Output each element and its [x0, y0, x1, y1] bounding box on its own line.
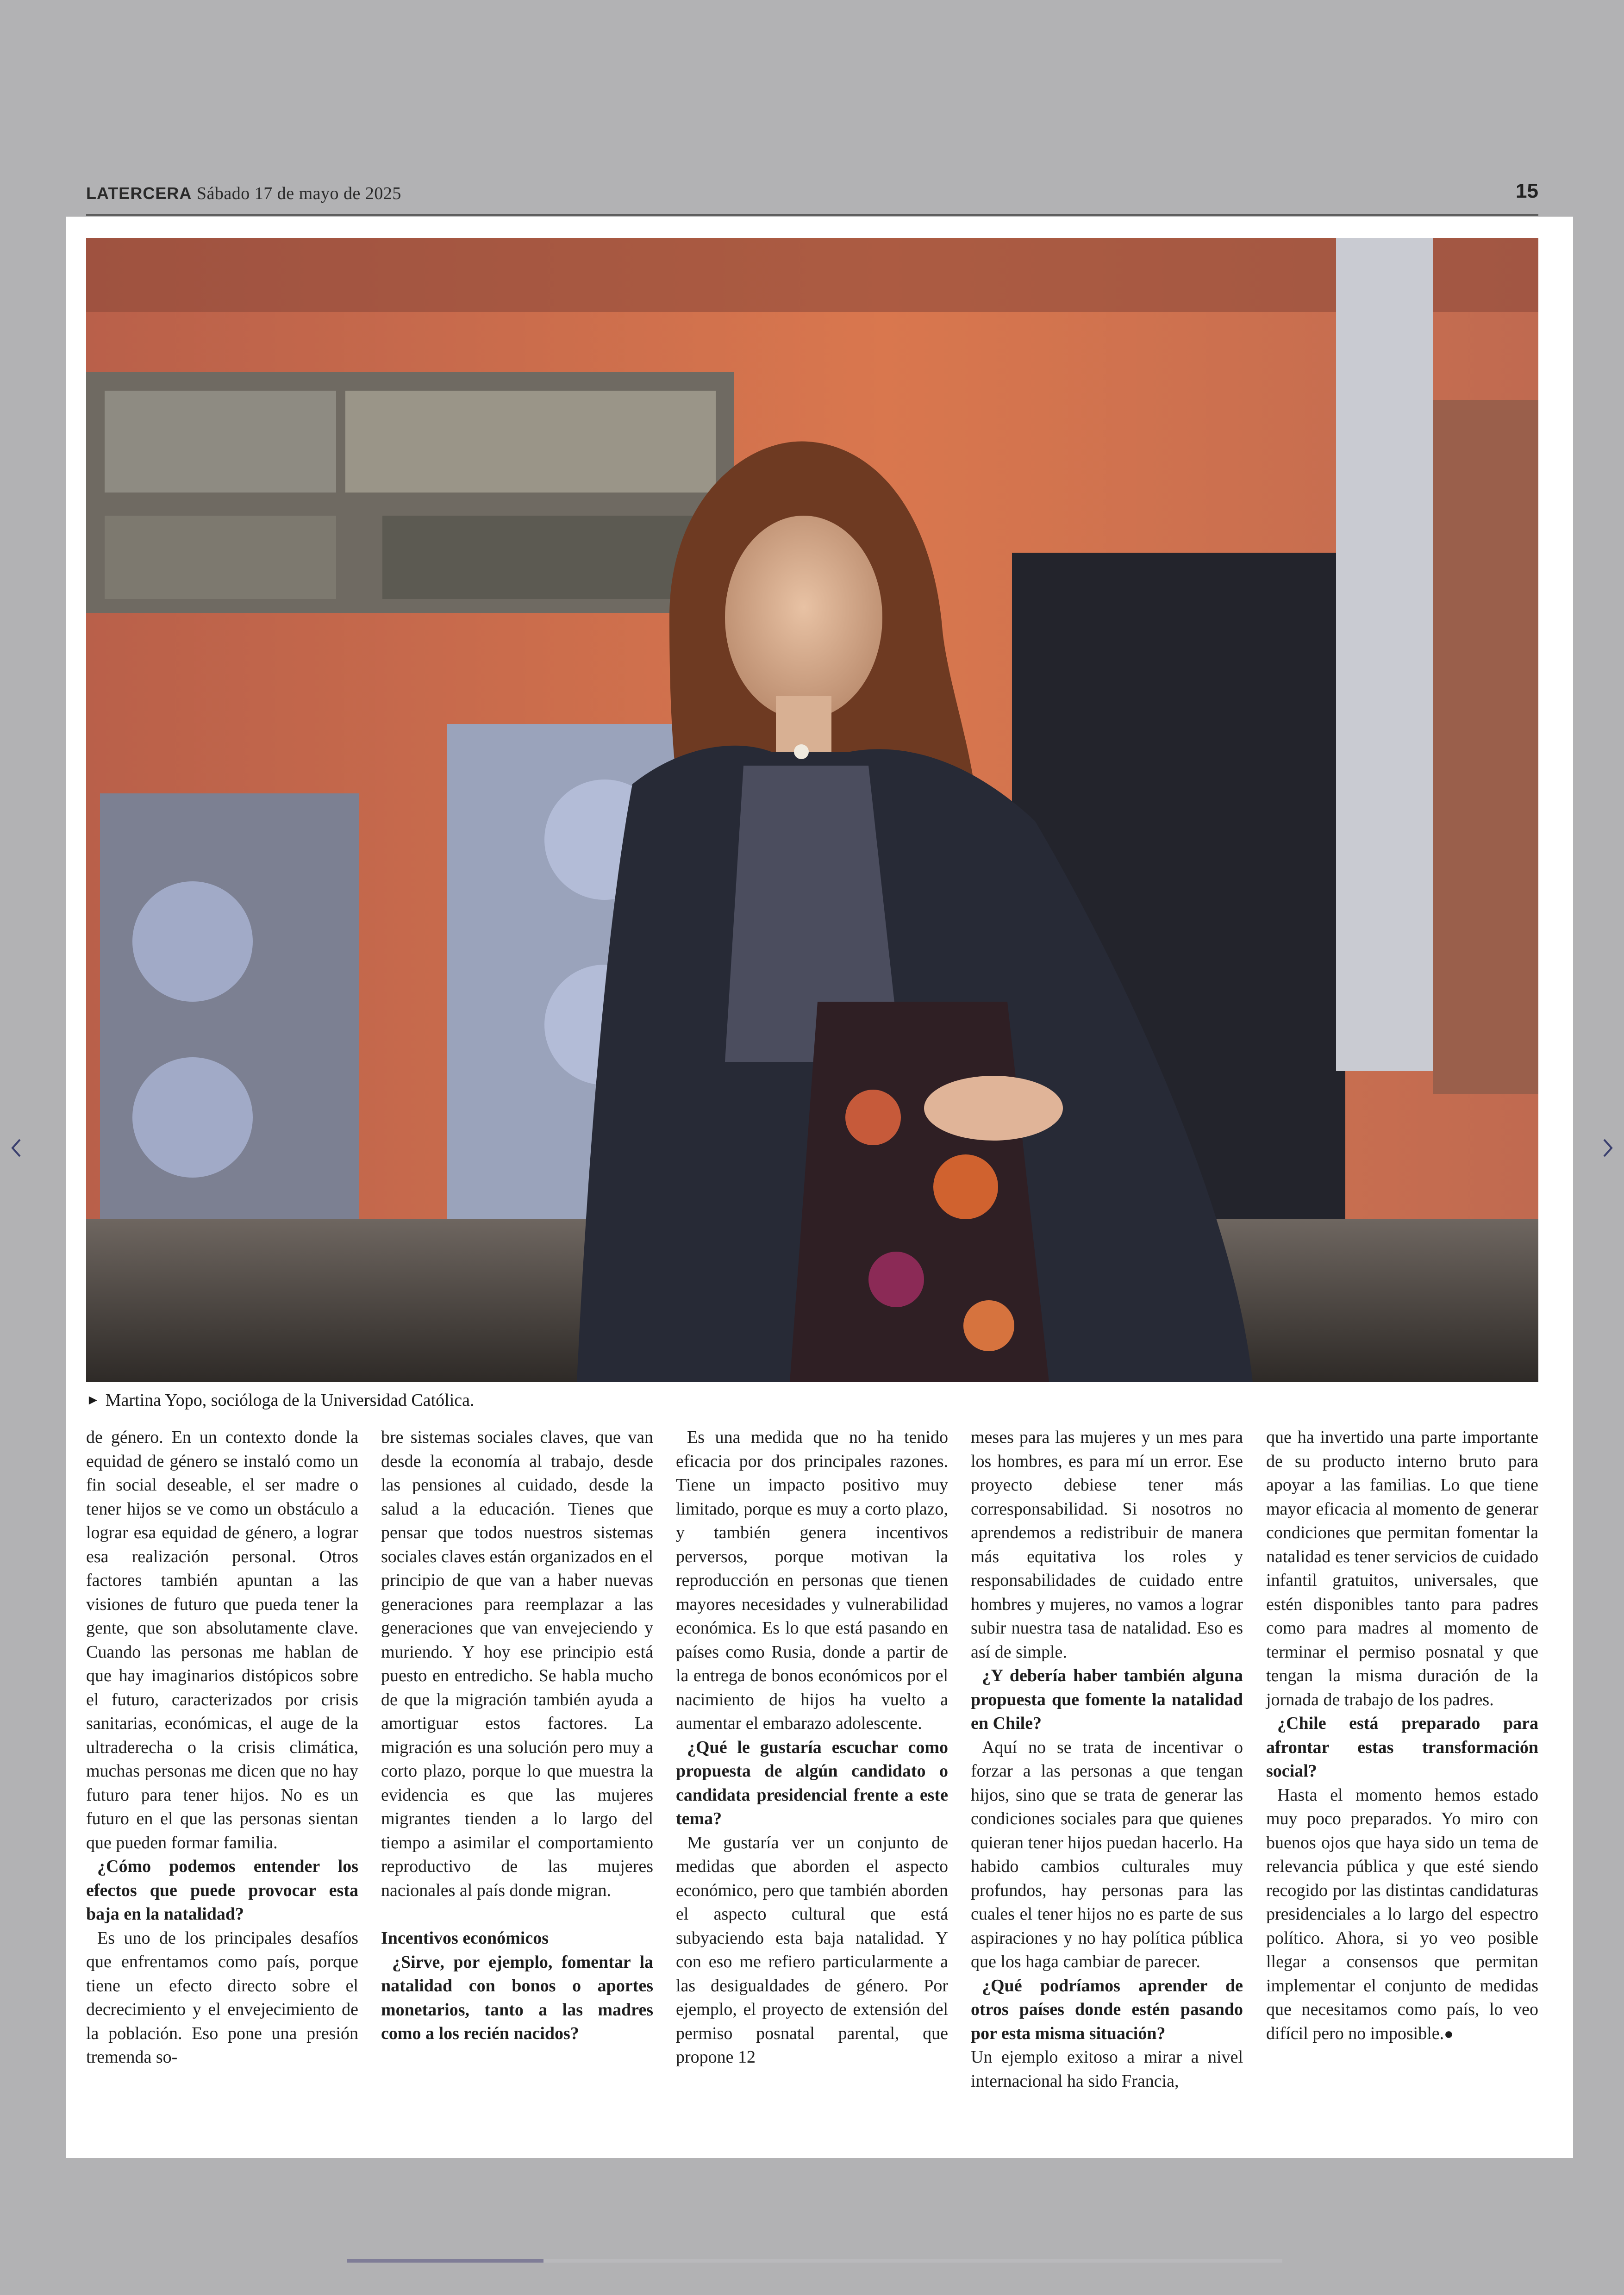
photo-caption — [86, 1389, 475, 1412]
page-progress-fill — [347, 2259, 543, 2263]
article-column-1 — [86, 1426, 358, 2120]
portrait-photo — [86, 238, 1538, 1382]
page-progress-bar[interactable] — [347, 2259, 1282, 2263]
page-number: 15 — [1516, 180, 1538, 202]
article-end-mark: ● — [1444, 2025, 1454, 2043]
article-column-2 — [381, 1426, 653, 2120]
next-page-button[interactable] — [1592, 1129, 1624, 1166]
article-paragraph: Me gustaría ver un conjunto de medidas que aborden el aspecto económico, pero que también aborden el aspecto cultural que está subyaciendo esta baja natalidad. Y con eso me refiero particularmente a las desigualdades de género. Por ejemplo, el proyecto de extensión del permiso posnatal parental, que propone 12 — [676, 1833, 948, 2067]
caption-text: Martina Yopo, socióloga de la Universidad Católica. — [105, 1391, 475, 1410]
article-column-3 — [676, 1426, 948, 2120]
newspaper-page[interactable] — [66, 217, 1573, 2158]
interview-question: ¿Qué podríamos aprender de otros países donde estén pasando por esta misma situación? — [971, 1976, 1243, 2043]
newspaper-brand: LATERCERA — [86, 184, 192, 203]
article-paragraph: Un ejemplo exitoso a mirar a nivel internacional ha sido Francia, — [971, 2047, 1243, 2091]
previous-page-button[interactable] — [0, 1129, 32, 1166]
article-paragraph: meses para las mujeres y un mes para los hombres, es para mí un error. Ese proyecto debiese tener más corresponsabilidad. Si nosotros no aprendemos a redistribuir de manera más equitativa los roles y responsabilidades de cuidado entre hombres y mujeres, no vamos a lograr subir nuestra tasa de natalidad. Eso es así de simple. — [971, 1428, 1243, 1662]
interview-question: ¿Y debería haber también alguna propuesta que fomente la natalidad en Chile? — [971, 1666, 1243, 1733]
interview-question: ¿Qué le gustaría escuchar como propuesta de algún candidato o candidata presidencial frente a este tema? — [676, 1737, 948, 1828]
caption-marker-icon: ► — [86, 1392, 100, 1408]
interview-question: ¿Cómo podemos entender los efectos que puede provocar esta baja en la natalidad? — [86, 1857, 358, 1924]
chevron-right-icon — [1599, 1134, 1617, 1162]
article-column-4 — [971, 1426, 1243, 2120]
article-column-5 — [1266, 1426, 1538, 2120]
section-subheading: Incentivos económicos — [381, 1928, 549, 1948]
masthead — [86, 183, 401, 204]
interview-question: ¿Sirve, por ejemplo, fomentar la natalidad con bonos o aportes monetarios, tanto a las madres como a los recién nacidos? — [381, 1952, 653, 2043]
article-paragraph: bre sistemas sociales claves, que van desde la economía al trabajo, desde las pensiones al cuidado, desde la salud a la educación. Tienes que pensar que todos nuestros sistemas sociales claves están organizados en el principio de que van a haber nuevas generaciones para reemplazar a las generaciones que van envejeciendo y muriendo. Y hoy ese principio está puesto en entredicho. Se habla mucho de que la migración también ayuda a amortiguar estos factores. La migración es una solución pero muy a corto plazo, porque lo que muestra la evidencia es que las mujeres migrantes tienden a lo largo del tiempo a asimilar el comportamiento reproductivo de las mujeres nacionales al país donde migran. — [381, 1428, 653, 1900]
article-body — [86, 1426, 1538, 2120]
article-paragraph: Hasta el momento hemos estado muy poco preparados. Yo miro con buenos ojos que haya sido un tema de relevancia pública y que esté siendo recogido por las distintas candidaturas presidenciales a lo largo del espectro político. Ahora, si yo veo posible llegar a consensos que permitan implementar el conjunto de medidas que necesitamos como país, lo veo difícil pero no imposible.● — [1266, 1785, 1538, 2043]
article-paragraph: Es uno de los principales desafíos que enfrentamos como país, porque tiene un efecto directo sobre el decrecimiento y el envejecimiento de la población. Eso pone una presión tremenda so- — [86, 1928, 358, 2067]
issue-date: Sábado 17 de mayo de 2025 — [196, 184, 401, 203]
article-paragraph: Es una medida que no ha tenido eficacia por dos principales razones. Tiene un impacto positivo muy limitado, porque es muy a corto plazo, y también genera incentivos perversos, porque motivan la reproducción en personas que tienen mayores necesidades y vulnerabilidad económica. Es lo que está pasando en países como Rusia, donde a partir de la entrega de bonos económicos por el nacimiento de hijos ha vuelto a aumentar el embarazo adolescente. — [676, 1428, 948, 1733]
article-paragraph: Aquí no se trata de incentivar o forzar a las personas a que tengan hijos, sino que se trata de generar las condiciones sociales para que quienes quieran tener hijos puedan hacerlo. Ha habido cambios culturales muy profundos, hay personas para las cuales el tener hijos no es parte de sus aspiraciones y no hay política pública que los haga cambiar de parecer. — [971, 1737, 1243, 1971]
article-paragraph: que ha invertido una parte importante de su producto interno bruto para apoyar a las familias. Lo que tiene mayor eficacia al momento de generar condiciones que permitan fomentar la natalidad es tener servicios de cuidado infantil gratuitos, universales, que estén disponibles tanto para padres como para madres al momento de terminar el permiso posnatal y que tengan la misma duración de la jornada de trabajo de los padres. — [1266, 1428, 1538, 1709]
chevron-left-icon — [7, 1134, 25, 1162]
interview-question: ¿Chile está preparado para afrontar estas transformación social? — [1266, 1714, 1538, 1781]
page-header — [66, 171, 1573, 217]
article-paragraph: de género. En un contexto donde la equidad de género se instaló como un fin social deseable, el ser madre o tener hijos se ve como un obstáculo a lograr esa equidad de género, a lograr esa realización personal. Otros factores también apuntan a las visiones de futuro que pueda tener la gente, que son absolutamente clave. Cuando las personas me hablan de que hay imaginarios distópicos sobre el futuro, caracterizados por crisis sanitarias, económicas, el auge de la ultraderecha o la crisis climática, muchas personas me dicen que no hay futuro para tener hijos. No es un futuro en el que las personas sientan que pueden formar familia. — [86, 1428, 358, 1852]
